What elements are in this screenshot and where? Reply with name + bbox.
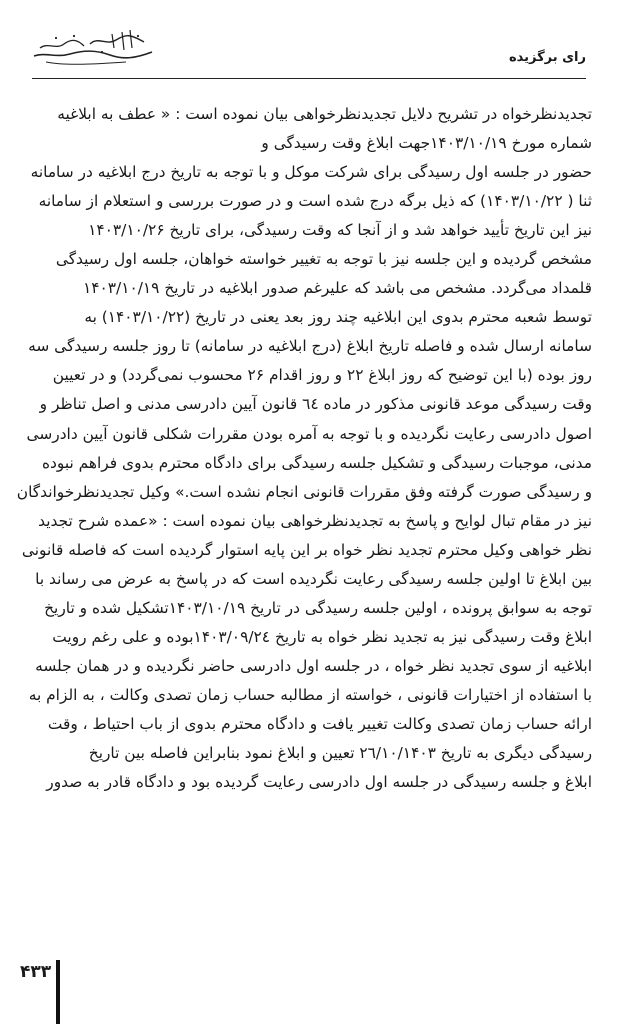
paragraph-line: ارائه حساب زمان تصدی وکالت تغییر یافت و دادگاه محترم بدوی از باب احتیاط ، وقت	[47, 714, 592, 733]
section-title: رای برگزیده	[508, 50, 586, 65]
paragraph-line: با استفاده از اختیارات قانونی ، خواسته از مطالبه حساب زمان تصدی وکالت ، به الزام به	[28, 685, 592, 704]
paragraph-line: مشخص گردیده و این جلسه نیز با توجه به تغییر خواسته خواهان، جلسه اول رسیدگی	[55, 250, 592, 269]
paragraph-line: نیز در مقام تبال لوایح و پاسخ به تجدیدنظرخواهی بیان نموده است : «عمده شرح تجدید	[38, 511, 592, 530]
paragraph-line: و رسیدگی صورت گرفته وفق مقررات قانونی انجام نشده است.» وکیل تجدیدنظرخواندگان	[16, 482, 592, 501]
paragraph-line: ابلاغیه از سوی تجدید نظر خواه ، در جلسه اول دادرسی حاضر نگردیده و در همان جلسه	[35, 656, 592, 675]
paragraph-line: ثنا ( ۱۴۰۳/۱۰/۲۲) که ذیل برگه درج شده است و در صورت بررسی و استعلام از سامانه	[38, 192, 592, 211]
paragraph-line: مدنی، موجبات رسیدگی و تشکیل جلسه رسیدگی برای دادگاه محترم بدوی فراهم نبوده	[41, 453, 592, 472]
paragraph-line: رسیدگی دیگری به تاریخ ۲٦/۱۰/۱۴۰۳ تعیین و ابلاغ نمود بنابراین فاصله بین تاریخ	[88, 744, 592, 763]
ruling-paragraph	[16, 100, 592, 797]
page-number: ۴۳۳	[20, 962, 52, 982]
paragraph-line: قلمداد می‌گردد. مشخص می باشد که علیرغم صدور ابلاغیه در تاریخ ۱۴۰۳/۱۰/۱۹	[82, 279, 592, 298]
paragraph-line: حضور در جلسه اول رسیدگی برای شرکت موکل و با توجه به تاریخ درج ابلاغیه در سامانه	[30, 163, 592, 182]
journal-logo-calligraphy	[26, 22, 158, 72]
paragraph-line: اصول دادرسی رعایت نگردیده و با توجه به آمره بودن مقررات شکلی قانون آیین دادرسی	[26, 424, 592, 443]
paragraph-line: وقت رسیدگی موعد قانونی مذکور در ماده ٦٤ قانون آیین دادرسی مدنی و اصل تناظر و	[39, 395, 592, 414]
paragraph-line: تجدیدنظرخواه در تشریح دلایل تجدیدنظرخواهی بیان نموده است : « عطف به ابلاغیه	[57, 105, 592, 123]
paragraph-line: توجه به سوابق پرونده ، اولین جلسه رسیدگی در تاریخ ۱۴۰۳/۱۰/۱۹تشکیل شده و تاریخ	[44, 598, 592, 617]
footer-bar	[56, 960, 60, 1024]
paragraph-line: سامانه ارسال شده و فاصله تاریخ ابلاغ (درج ابلاغیه در سامانه) تا روز جلسه رسیدگی سه	[28, 337, 592, 356]
paragraph-line: نظر خواهی وکیل محترم تجدید نظر خواه بر این پایه استوار گردیده است که فاصله قانونی	[21, 540, 592, 559]
header-divider	[32, 78, 586, 79]
paragraph-line: بین ابلاغ تا اولین جلسه رسیدگی رعایت نگردیده است که در پاسخ به عرض می رساند با	[35, 569, 592, 588]
paragraph-line: نیز این تاریخ تأیید خواهد شد و از آنجا که وقت رسیدگی، برای تاریخ ۱۴۰۳/۱۰/۲۶	[88, 221, 592, 240]
paragraph-line: شماره مورخ ۱۴۰۳/۱۰/۱۹جهت ابلاغ وقت رسیدگی و	[261, 134, 592, 153]
journal-logo	[26, 22, 158, 72]
paragraph-line: توسط شعبه محترم بدوی این ابلاغیه چند روز بعد یعنی در تاریخ (۱۴۰۳/۱۰/۲۲) به	[84, 308, 592, 327]
paragraph-line: ابلاغ وقت رسیدگی نیز به تجدید نظر خواه به تاریخ ۱۴۰۳/۰۹/۲٤بوده و علی رغم رویت	[52, 627, 592, 646]
paragraph-line: ابلاغ و جلسه رسیدگی در جلسه اول دادرسی رعایت گردیده بود و دادگاه قادر به صدور	[46, 773, 592, 792]
paragraph-line: روز بوده (با این توضیح که روز ابلاغ ۲۲ و روز اقدام ۲۶ محسوب نمی‌گردد) و در تعیین	[52, 366, 592, 385]
